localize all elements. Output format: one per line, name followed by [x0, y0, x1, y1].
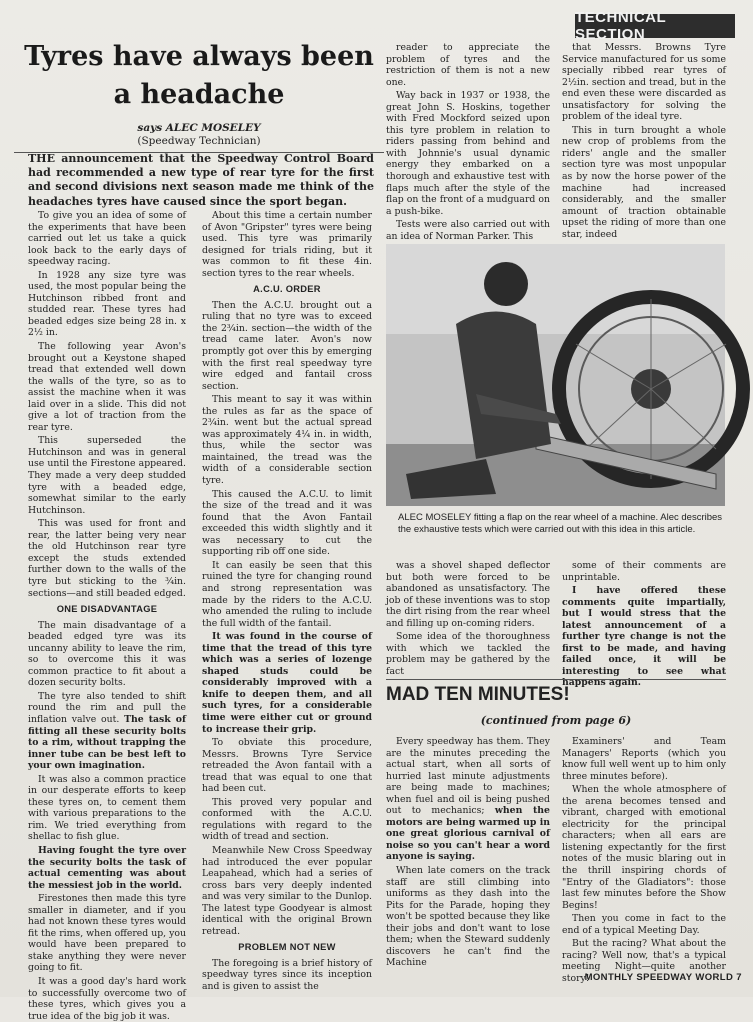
column-1	[28, 210, 186, 1022]
paragraph: To obviate this procedure, Messrs. Browns Tyre Service retreaded the Avon fantail with a tread that was equal to one that had been cut.	[202, 737, 372, 795]
paragraph: This superseded the Hutchinson and was in general use until the Firestone appeared. They made a very deep studded tyre with a beaded edge, somewhat similar to the early Hutchinson.	[28, 435, 186, 516]
paragraph: In 1928 any size tyre was used, the most popular being the Hutchinson ribbed front and studded rear. These tyres had beaded edges size being 28 in. x 2½ in.	[28, 269, 186, 339]
paragraph: Having fought the tyre over the security bolts the task of actual cementing was about the messiest job in the world.	[28, 844, 186, 891]
mad-continued-note: (continued from page 6)	[480, 714, 632, 727]
photo-tyre-flap	[386, 244, 725, 506]
headline: Tyres have always been a headache	[24, 41, 374, 110]
paragraph: This caused the A.C.U. to limit the size of the tread and it was found that the Avon Fantail exceeded this width slightly and it was necessary to cut the supporting rib off one side.	[202, 488, 372, 558]
mad-divider	[386, 679, 726, 680]
subheading: PROBLEM NOT NEW	[238, 942, 336, 953]
paragraph: This in turn brought a whole new crop of problems from the riders' angle and the smaller section tyre was most unpopular as by now the horse power of the machine had increased considerably, and the smaller amount of traction obtainable upset the riding of more than one star, indeed	[562, 124, 726, 240]
paragraph: About this time a certain number of Avon "Gripster" tyres were being used. This tyre was primarily designed for trials riding, but it was common to fit these 4in. section tyres to the rear wheels.	[202, 210, 372, 279]
intro-paragraph: THE announcement that the Speedway Control Board had recommended a new type of rear tyre for the first and second divisions next season made me think of the headaches tyres have caused since the sport began.	[28, 152, 374, 208]
paragraph	[386, 736, 550, 863]
column-5	[386, 560, 550, 677]
paragraph: some of their comments are unprintable.	[562, 560, 726, 583]
column-4	[562, 42, 726, 238]
paragraph: To give you an idea of some of the experiments that have been carried out let us take a quick look back to the early days of speedway racing.	[28, 210, 186, 268]
paragraph: Tests were also carried out with an idea of Norman Parker. This	[386, 219, 550, 242]
text-run: Every speedway has them. They are the minutes preceding the actual start, when all sorts of hurried last minute adjustments are being made to machines; when fuel and oil is being pushed out to mechanics;	[386, 736, 550, 817]
byline	[14, 122, 384, 148]
subheading: A.C.U. ORDER	[253, 284, 321, 295]
paragraph: I have offered these comments quite impartially, but I would stress that the latest announcement of a further tyre change is not the first to be made, and having failed once, it will be interesting to see what happens again.	[562, 585, 726, 689]
paragraph: When the whole atmosphere of the arena becomes tensed and vibrant, charged with emotional electricity for the principal characters; when all ears are listening expectantly for the first notes of the music blaring out in the thrill inspiring chords of "Entry of the Gladiators": those last few minutes before the Show Begins!	[562, 784, 726, 911]
paragraph: Examiners' and Team Managers' Reports (which you know full well went up to him only three minutes before).	[562, 736, 726, 782]
photo-caption: ALEC MOSELEY fitting a flap on the rear wheel of a machine. Alec describes the exhaustive tests which were carried out with this idea in this article.	[398, 512, 723, 535]
paragraph: was a shovel shaped deflector but both were forced to be abandoned as unsatisfactory. The job of these inventions was to stop the dirt rising from the rear wheel and filling up on-coming riders.	[386, 560, 550, 629]
paragraph: Firestones then made this tyre smaller in diameter, and if you had not known these tyres would fit the rims, when offered up, you would have been prepared to stake anything they were never going to fit.	[28, 893, 186, 974]
page-footer: MONTHLY SPEEDWAY WORLD 7	[584, 972, 742, 983]
paragraph: Some idea of the thoroughness with which we tackled the problem may be gathered by the fact	[386, 631, 550, 677]
photo-illustration	[386, 244, 725, 506]
section-tag: TECHNICAL SECTION	[575, 14, 735, 38]
paragraph: The foregoing is a brief history of speedway tyres since its inception and is given to assist the	[202, 957, 372, 992]
paragraph: This proved very popular and conformed with the A.C.U. regulations with regard to the width of tread and section.	[202, 796, 372, 843]
text-run: The tyre also tended to shift round the rim and pull the inflation valve out.	[28, 690, 186, 725]
paragraph: reader to appreciate the problem of tyres and the restriction of them is not a new one.	[386, 42, 550, 88]
paragraph: But the racing? What about the racing? Well now, that's a typical meeting Night—quite another story!	[562, 938, 726, 984]
paragraph: The following year Avon's brought out a Keystone shaped tread that extended well down the walls of the tyre, so as to assist the machine when it was laid over in a slide. This did not give a lot of traction from the rear tyre.	[28, 341, 186, 433]
column-2	[202, 210, 372, 992]
paragraph: This was used for front and rear, the latter being very near the old Hutchinson rear tyre except the studs extended further down to the walls of the tyre but sticking to the ¾in. sections—and still beaded edged.	[28, 518, 186, 599]
paragraph: Way back in 1937 or 1938, the great John S. Hoskins, together with Fred Mockford seized upon this tyre problem in relation to riders passing from behind and with Johnnie's usual dynamic energy they embarked on a thorough and exhaustive test with flaps much after the style of the flap on the front of a mudguard on a push-bike.	[386, 90, 550, 217]
subheading: ONE DISADVANTAGE	[56, 604, 158, 615]
mad-title: MAD TEN MINUTES!	[386, 684, 570, 705]
paragraph: The main disadvantage of a beaded edged tyre was its uncanny ability to leave the rim, so to overcome this it was common practice to fit about a dozen security bolts.	[28, 619, 186, 689]
paragraph: Meanwhile New Cross Speedway had introduced the ever popular Leapahead, which had a series of cross bars very deeply indented and was very similar to the Dunlop. The latest type Goodyear is almost identical with the original Brown retread.	[202, 844, 372, 937]
paragraph: It was a good day's hard work to successfully overcome two of these tyres, which gives you a true idea of the big job it was.	[28, 976, 186, 1022]
column-3	[386, 42, 550, 242]
paragraph: It can easily be seen that this ruined the tyre for changing round and strong representation was made by the riders to the A.C.U. who amended the ruling to include the full width of the fantail.	[202, 559, 372, 629]
paragraph: Then you come in fact to the end of a typical Meeting Day.	[562, 913, 726, 936]
paragraph: It was also a common practice in our desperate efforts to keep these tyres on, to cement them with various preparations to the rim. We tried everything from shellac to fish glue.	[28, 773, 186, 843]
byline-role: (Speedway Technician)	[137, 135, 261, 147]
byline-author: says ALEC MOSELEY	[137, 122, 261, 134]
column-6	[562, 560, 726, 689]
paragraph: Then the A.C.U. brought out a ruling that no tyre was to exceed the 2¾in. section—the width of the tread came later. Avon's now promptly got over this by emerging with the first real speedway tyre wire edged and fantail cross section.	[202, 299, 372, 392]
bold-run: when the motors are being warmed up in one great glorious carnival of noise so you can't hear a word anyone is saying.	[386, 805, 550, 863]
bold-run: The task of fitting all these security bolts to a rim, without trapping the inner tube can be best left to your own imagination.	[28, 713, 186, 772]
paragraph: It was found in the course of time that the tread of this tyre which was a series of lozenge shaped studs could be considerably improved with a knife to deepen them, and all such tyres, for a considerable time were either cut or ground to increase their grip.	[202, 631, 372, 735]
paragraph: This meant to say it was within the rules as far as the space of 2¾in. went but the actual spread was approximately 4¼ in. in width, thus, while the sector was maintained, the tread was the width of a considerable section tyre.	[202, 394, 372, 487]
paragraph	[28, 691, 186, 772]
paragraph: that Messrs. Browns Tyre Service manufactured for us some specially ribbed rear tyres of 2½in. section and tread, but in the end even these were discarded as unsatisfactory for solving the problem of the ideal tyre.	[562, 42, 726, 123]
mad-column-left	[386, 736, 550, 969]
paragraph: When late comers on the track staff are still climbing into uniforms as they dash into the Pits for the Parade, hoping they won't be spotted because they like their jobs and don't want to lose them; when the Steward suddenly discovers he can't find the Machine	[386, 865, 550, 969]
